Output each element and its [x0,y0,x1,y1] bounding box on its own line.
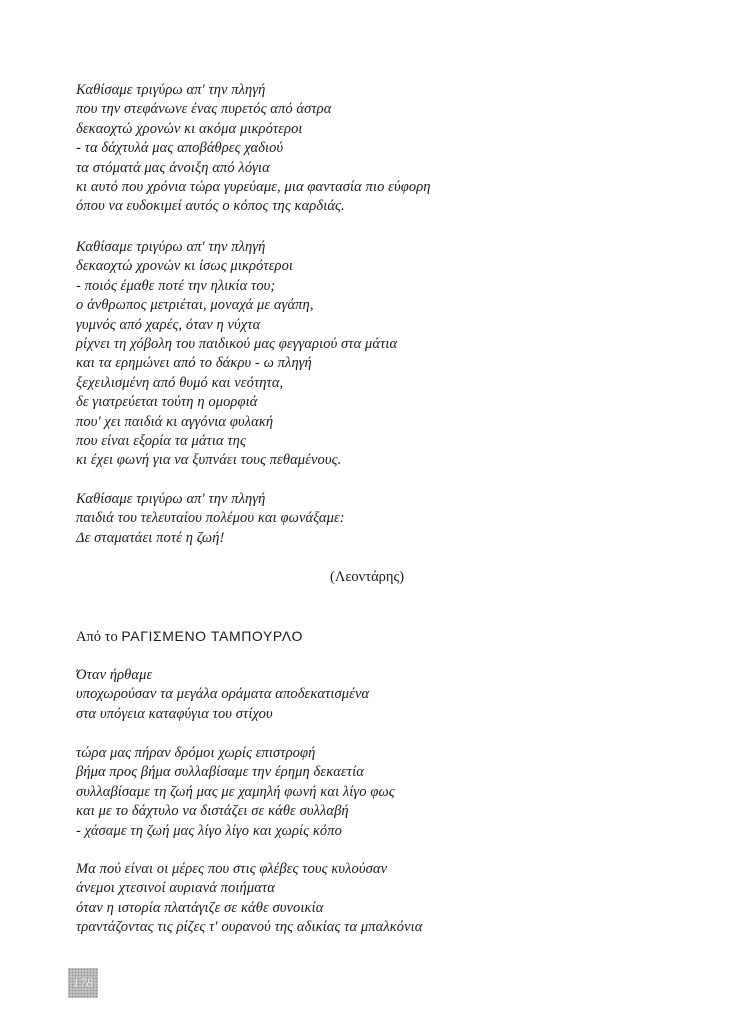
poem-line: ο άνθρωπος μετριέται, μοναχά με αγάπη, [76,297,314,314]
poem-line: παιδιά του τελευταίου πολέμου και φωνάξαμε: [76,510,345,527]
poem-line: συλλαβίσαμε τη ζωή μας με χαμηλή φωνή και λίγο φως [76,783,395,800]
poem-line: κι έχει φωνή για να ξυπνάει τους πεθαμένους. [76,452,342,469]
poem-line: δεκαοχτώ χρονών κι ακόμα μικρότεροι [76,120,303,137]
poem-line: όταν η ιστορία πλατάγιζε σε κάθε συνοικία [76,899,324,916]
poem-2-stanza-1 [76,666,369,724]
poem-2-stanza-3 [76,860,423,938]
section-heading [76,627,303,647]
poem-line: Μα πού είναι οι μέρες που στις φλέβες τους κυλούσαν [76,861,388,877]
poem-line: - χάσαμε τη ζωή μας λίγο λίγο και χωρίς κόπο [76,822,342,839]
poem-2-stanza-2 [76,744,395,841]
poem-line: τραντάζοντας τις ρίζες τ' ουρανού της αδικίας τα μπαλκόνια [76,919,423,936]
poem-1-stanza-2 [76,238,397,471]
poem-line: γυμνός από χαρές, όταν η νύχτα [76,316,261,333]
page-number-box [68,968,98,998]
poem-line: δεκαοχτώ χρονών κι ίσως μικρότεροι [76,258,294,275]
section-heading-title: ΡΑΓΙΣΜΕΝΟ ΤΑΜΠΟΥΡΛΟ [121,628,303,644]
poem-line: Καθίσαμε τριγύρω απ' την πληγή [76,491,266,507]
section-heading-prefix: Από το [76,629,118,645]
poem-line: και με το δάχτυλο να διστάζει σε κάθε συλλαβή [76,803,349,820]
poem-line: Όταν ήρθαμε [76,667,153,683]
poem-line: όπου να ευδοκιμεί αυτός ο κόπος της καρδιάς. [76,198,345,215]
poem-line: στα υπόγεια καταφύγια του στίχου [76,705,273,722]
poem-line: που είναι εξορία τα μάτια της [76,433,246,450]
poem-line: Καθίσαμε τριγύρω απ' την πληγή [76,239,266,255]
poem-line: τα στόματά μας άνοιξη από λόγια [76,159,270,176]
poem-line: βήμα προς βήμα συλλαβίσαμε την έρημη δεκαετία [76,764,364,781]
poem-line: κι αυτό που χρόνια τώρα γυρεύαμε, μια φαντασία πιο εύφορη [76,179,431,196]
poem-line: Καθίσαμε τριγύρω απ' την πληγή [76,82,266,98]
poem-line: ξεχειλισμένη από θυμό και νεότητα, [76,374,284,391]
poem-line: - τα δάχτυλά μας αποβάθρες χαδιού [76,140,284,157]
poem-line: τώρα μας πήραν δρόμοι χωρίς επιστροφή [76,745,316,761]
poem-line: ρίχνει τη χόβολη του παιδικού μας φεγγαριού στα μάτια [76,336,398,353]
poem-line: και τα ερημώνει από το δάκρυ - ω πληγή [76,355,312,372]
poem-line: Δε σταματάει ποτέ η ζωή! [76,529,225,546]
poem-line: υποχωρούσαν τα μεγάλα οράματα αποδεκατισμένα [76,686,370,703]
poem-1-stanza-1 [76,81,431,217]
page-number: 178 [72,975,94,990]
poem-line: άνεμοι χτεσινοί αυριανά ποιήματα [76,880,275,897]
poem-line: - ποιός έμαθε ποτέ την ηλικία του; [76,277,276,294]
poem-line: δε γιατρεύεται τούτη η ομορφιά [76,394,258,411]
poem-line: που' χει παιδιά κι αγγόνια φυλακή [76,413,274,430]
poem-attribution: (Λεοντάρης) [330,569,405,585]
poem-line: που την στεφάνωνε ένας πυρετός από άστρα [76,101,332,118]
poem-1-stanza-3 [76,490,345,548]
